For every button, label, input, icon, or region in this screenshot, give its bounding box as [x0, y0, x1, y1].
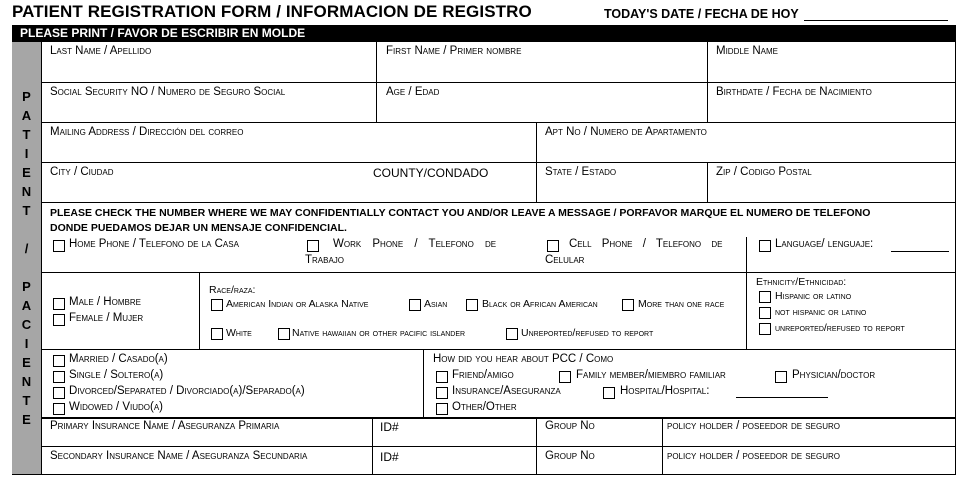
cell-phone-checkbox[interactable] [547, 240, 559, 252]
other-checkbox[interactable] [436, 403, 448, 415]
secondary-id-field[interactable]: ID# [380, 450, 399, 464]
col-divider [376, 42, 377, 122]
physician-label: Physician/doctor [792, 369, 876, 381]
cell-phone-label-cont: Celular [545, 254, 585, 266]
primary-id-field[interactable]: ID# [380, 420, 399, 434]
side-letter: N [21, 184, 32, 199]
cell-phone-label: Cell Phone / Telefono de [569, 238, 723, 250]
family-label: Family member/miembro familiar [576, 369, 726, 381]
black-checkbox[interactable] [466, 299, 478, 311]
side-letter: E [22, 412, 31, 427]
secondary-group-field[interactable]: Group No [545, 450, 595, 462]
frame-right [955, 42, 956, 475]
row-divider [41, 82, 956, 83]
work-phone-label-cont: Trabajo [305, 254, 345, 266]
language-checkbox[interactable] [759, 240, 771, 252]
insurance-label: Insurance/Aseguranza [452, 385, 561, 397]
side-letter: T [22, 127, 31, 142]
col-divider [536, 122, 537, 202]
patient-side-label [12, 42, 42, 475]
home-phone-label: Home Phone / Telefono de la Casa [69, 238, 239, 250]
frame-bottom [12, 474, 956, 475]
referral-question: How did you hear about PCC / Como [433, 353, 614, 365]
row-divider [41, 272, 956, 273]
side-letter: T [22, 203, 31, 218]
more-than-one-race-checkbox[interactable] [622, 299, 634, 311]
divorced-checkbox[interactable] [53, 387, 65, 399]
widowed-label: Widowed / Viudo(a) [69, 401, 163, 413]
not-hispanic-label: not hispanic or latino [775, 306, 867, 318]
col-divider [536, 417, 537, 474]
row-divider [41, 202, 956, 203]
zip-field[interactable]: Zip / Codigo Postal [716, 166, 812, 178]
mailing-address-field[interactable]: Mailing Address / Dirección del correo [50, 126, 244, 138]
hispanic-checkbox[interactable] [759, 291, 771, 303]
print-instructions-banner: PLEASE PRINT / FAVOR DE ESCRIBIR EN MOLDE [12, 25, 956, 42]
hospital-checkbox[interactable] [603, 387, 615, 399]
side-letter: / [24, 241, 29, 256]
friend-checkbox[interactable] [436, 371, 448, 383]
state-field[interactable]: State / Estado [545, 166, 617, 178]
side-letter: P [22, 279, 31, 294]
side-letter: P [22, 89, 31, 104]
ethnicity-unreported-label: unreported/refused to report [775, 322, 905, 334]
apt-no-field[interactable]: Apt No / Numero de Apartamento [545, 126, 707, 138]
todays-date-label: TODAY'S DATE / FECHA DE HOY [604, 7, 799, 21]
side-letter: N [21, 374, 32, 389]
side-letter: I [24, 146, 29, 161]
col-divider [746, 237, 747, 349]
white-checkbox[interactable] [211, 328, 223, 340]
row-divider [41, 122, 956, 123]
home-phone-checkbox[interactable] [53, 240, 65, 252]
divorced-label: Divorced/Separated / Divorciado(a)/Separado(a) [69, 385, 305, 397]
language-label: Language/ lenguaje: [775, 238, 874, 250]
col-divider [662, 417, 663, 474]
native-hawaiian-checkbox[interactable] [278, 328, 290, 340]
todays-date-field[interactable] [804, 20, 948, 21]
black-label: Black or African American [482, 298, 598, 310]
family-checkbox[interactable] [559, 371, 571, 383]
language-input[interactable] [891, 251, 949, 252]
side-letter: E [22, 165, 31, 180]
hospital-label: Hospital/Hospital: [620, 385, 710, 397]
hospital-input[interactable] [736, 397, 828, 398]
more-than-one-race-label: More than one race [638, 298, 725, 310]
age-field[interactable]: Age / Edad [386, 86, 440, 98]
first-name-field[interactable]: First Name / Primer nombre [386, 45, 522, 57]
last-name-field[interactable]: Last Name / Apellido [50, 45, 152, 57]
widowed-checkbox[interactable] [53, 403, 65, 415]
physician-checkbox[interactable] [775, 371, 787, 383]
side-letter: E [22, 355, 31, 370]
single-checkbox[interactable] [53, 371, 65, 383]
middle-name-field[interactable]: Middle Name [716, 45, 778, 57]
race-label: Race/raza: [209, 284, 256, 296]
hispanic-label: Hispanic or latino [775, 290, 852, 302]
side-letter: T [22, 393, 31, 408]
female-checkbox[interactable] [53, 314, 65, 326]
native-hawaiian-label: Native hawaiian or other pacific islander [292, 327, 466, 339]
contact-instructions-cont: DONDE PUEDAMOS DEJAR UN MENSAJE CONFIDENCIAL. [50, 222, 347, 234]
female-label: Female / Mujer [69, 312, 144, 324]
col-divider [423, 349, 424, 417]
side-letter: I [24, 336, 29, 351]
primary-group-field[interactable]: Group No [545, 420, 595, 432]
not-hispanic-checkbox[interactable] [759, 307, 771, 319]
male-checkbox[interactable] [53, 298, 65, 310]
secondary-policy-holder-field[interactable]: policy holder / poseedor de seguro [667, 450, 840, 462]
married-checkbox[interactable] [53, 355, 65, 367]
col-divider [707, 162, 708, 202]
secondary-insurance-field[interactable]: Secondary Insurance Name / Aseguranza Secundaria [50, 450, 308, 462]
primary-insurance-field[interactable]: Primary Insurance Name / Aseguranza Primaria [50, 420, 280, 432]
col-divider [199, 272, 200, 349]
male-label: Male / Hombre [69, 296, 141, 308]
white-label: White [226, 327, 252, 339]
side-letter: C [21, 317, 32, 332]
ethnicity-label: Ethnicity/Ethnicidad: [756, 276, 847, 288]
work-phone-checkbox[interactable] [307, 240, 319, 252]
contact-instructions: PLEASE CHECK THE NUMBER WHERE WE MAY CONFIDENTIALLY CONTACT YOU AND/OR LEAVE A MESSAGE / PORFAVOR MARQUE EL NUMERO DE TELEFONO [50, 207, 871, 219]
race-unreported-checkbox[interactable] [506, 328, 518, 340]
row-divider [41, 162, 956, 163]
ethnicity-unreported-checkbox[interactable] [759, 323, 771, 335]
city-field[interactable]: City / Ciudad [50, 166, 114, 178]
work-phone-label: Work Phone / Telefono de [333, 238, 497, 250]
side-letter: A [21, 298, 32, 313]
other-label: Other/Other [452, 401, 517, 413]
asian-label: Asian [424, 298, 448, 310]
row-divider [41, 417, 956, 419]
race-unreported-label: Unreported/refused to report [521, 327, 654, 339]
row-divider [41, 349, 956, 350]
married-label: Married / Casado(a) [69, 353, 168, 365]
birthdate-field[interactable]: Birthdate / Fecha de Nacimiento [716, 86, 872, 98]
row-divider [41, 446, 956, 447]
county-field[interactable]: COUNTY/CONDADO [373, 166, 489, 180]
asian-checkbox[interactable] [409, 299, 421, 311]
insurance-checkbox[interactable] [436, 387, 448, 399]
col-divider [707, 42, 708, 122]
american-indian-checkbox[interactable] [211, 299, 223, 311]
single-label: Single / Soltero(a) [69, 369, 164, 381]
primary-policy-holder-field[interactable]: policy holder / poseedor de seguro [667, 420, 840, 432]
american-indian-label: American Indian or Alaska Native [226, 298, 369, 310]
side-letter: A [21, 108, 32, 123]
ssn-field[interactable]: Social Security NO / Numero de Seguro Social [50, 86, 286, 98]
col-divider [372, 417, 373, 474]
form-title: PATIENT REGISTRATION FORM / INFORMACION DE REGISTRO [12, 2, 532, 21]
friend-label: Friend/amigo [452, 369, 514, 381]
